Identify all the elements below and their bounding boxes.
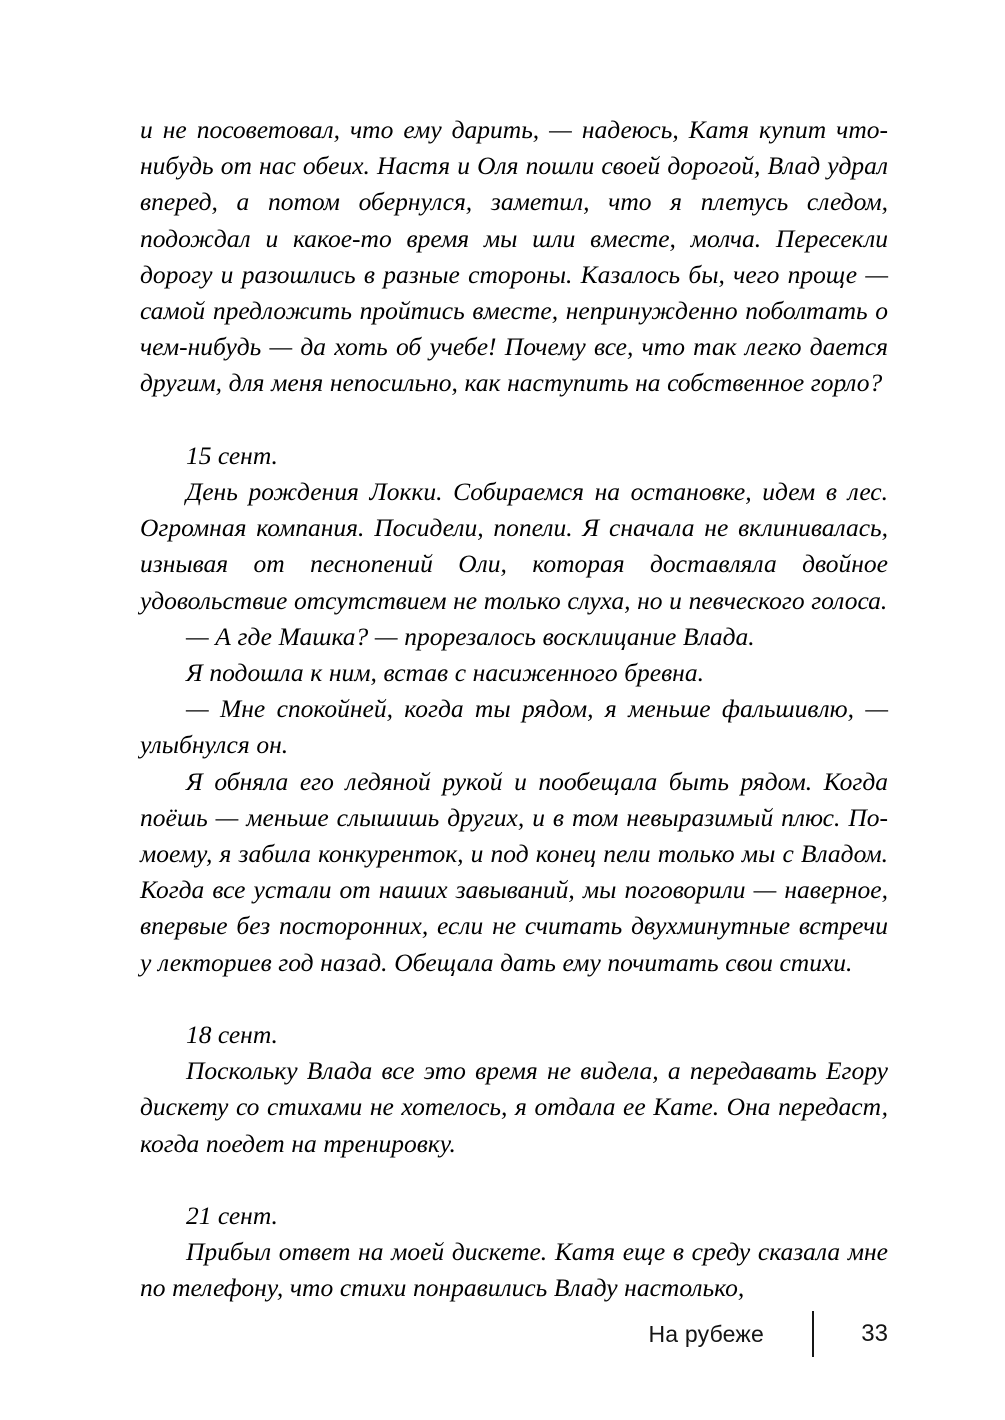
entry-paragraph: Я обняла его ледяной рукой и пообещала быть рядом. Когда поёшь — меньше слышишь других, и в том невыразимый плюс. По-моему, я забила конкуренток, и под конец пели только мы с Владом. Когда все устали от наших завываний, мы поговорили — наверное, впервые без посторонних, если не считать двухминутные встречи у лекториев год назад. Обещала дать ему почитать свои стихи. bbox=[140, 766, 888, 977]
section-spacer bbox=[140, 981, 888, 1017]
page-number: 33 bbox=[861, 1320, 888, 1347]
dialogue-line: — Мне спокойней, когда ты рядом, я меньше фальшивлю, — улыбнулся он. bbox=[140, 694, 888, 760]
section-spacer bbox=[140, 1162, 888, 1198]
entry-paragraph: День рождения Локки. Собираемся на остановке, идем в лес. Огромная компания. Посидели, попели. Я сначала не вклинивалась, изнывая от песнопений Оли, которая доставляла двойное удовольствие отсутствием не только слуха, но и певческого голоса. bbox=[140, 477, 888, 615]
entry-paragraph: Поскольку Влада все это время не видела, а передавать Егору дискету со стихами не хотелось, я отдала ее Кате. Она передаст, когда поедет на тренировку. bbox=[140, 1056, 888, 1158]
entry-paragraph: Я подошла к ним, встав с насиженного бревна. bbox=[186, 658, 704, 688]
running-head: На рубеже bbox=[648, 1320, 764, 1347]
date-heading-15-sent: 15 сент. bbox=[186, 440, 278, 470]
entry-paragraph: Прибыл ответ на моей дискете. Катя еще в среду сказала мне по телефону, что стихи понравились Владу настолько, bbox=[140, 1237, 888, 1303]
date-heading-21-sent: 21 сент. bbox=[186, 1201, 278, 1231]
section-spacer bbox=[140, 402, 888, 438]
dialogue-line: — А где Машка? — прорезалось восклицание Влада. bbox=[186, 621, 755, 651]
footer-divider bbox=[812, 1311, 814, 1357]
text-column bbox=[140, 112, 888, 1307]
footer-inner bbox=[648, 1310, 888, 1358]
continued-paragraph: и не посоветовал, что ему дарить, — надеюсь, Катя купит что-нибудь от нас обеих. Настя и Оля пошли своей дорогой, Влад удрал вперед, а потом обернулся, заметил, что я плетусь следом, подождал и какое-то время мы шли вместе, молча. Пересекли дорогу и разошлись в разные стороны. Казалось бы, чего проще — самой предложить пройтись вместе, непринужденно поболтать о чем-нибудь — да хоть об учебе! Почему все, что так легко дается другим, для меня непосильно, как наступить на собственное горло? bbox=[140, 115, 888, 398]
page-footer bbox=[0, 1310, 1005, 1358]
date-heading-18-sent: 18 сент. bbox=[186, 1020, 278, 1050]
